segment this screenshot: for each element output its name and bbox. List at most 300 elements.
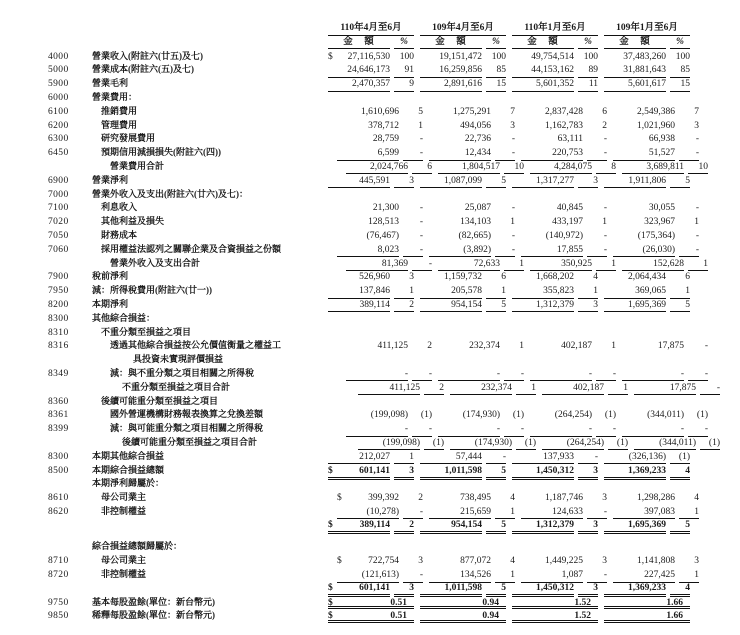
value-group bbox=[542, 382, 628, 396]
dollar-sign: $ bbox=[328, 611, 333, 622]
percent-cell: (1) bbox=[696, 410, 708, 421]
amount-value: 17,875 bbox=[669, 382, 696, 393]
table-row bbox=[48, 381, 740, 395]
amount-value: 212,027 bbox=[359, 451, 390, 462]
amount-value: 134,103 bbox=[460, 217, 491, 228]
percent-cell: 15 bbox=[486, 78, 506, 92]
amount-value: 323,967 bbox=[644, 217, 675, 228]
percent-cell: (1) bbox=[516, 437, 536, 451]
value-group bbox=[613, 506, 699, 520]
table-row bbox=[48, 353, 740, 367]
percent-cell: 91 bbox=[394, 64, 414, 78]
percent-cell: - bbox=[486, 451, 506, 465]
period-label: 109年1月至6月 bbox=[604, 22, 690, 36]
amount-value: 355,823 bbox=[543, 286, 574, 297]
amount-value: (344,011) bbox=[647, 410, 684, 421]
amount-cell bbox=[512, 299, 574, 313]
amount-value: 402,187 bbox=[561, 341, 592, 352]
value-group bbox=[521, 147, 607, 161]
value-group bbox=[530, 409, 616, 422]
account-label: 後續可能重分類至損益之項目合計 bbox=[122, 436, 258, 447]
amount-value: 2,891,616 bbox=[444, 79, 482, 90]
value-group bbox=[328, 519, 414, 535]
amount-cell bbox=[530, 258, 592, 272]
amount-cell bbox=[429, 120, 491, 133]
amount-cell bbox=[328, 78, 390, 92]
percent-cell: - bbox=[504, 368, 524, 382]
amount-cell bbox=[438, 409, 500, 422]
amount-cell bbox=[346, 161, 408, 175]
amount-cell bbox=[521, 106, 583, 119]
percent-cell: 5 bbox=[670, 175, 690, 189]
amount-value: 63,111 bbox=[557, 134, 583, 145]
percent-cell: 3 bbox=[409, 272, 414, 283]
percent-cell: 3 bbox=[602, 556, 607, 567]
percent-cell: 3 bbox=[694, 120, 699, 131]
percent-cell: 1 bbox=[679, 506, 699, 520]
percent-cell: 100 bbox=[675, 51, 690, 62]
value-group bbox=[420, 451, 506, 465]
value-group bbox=[429, 230, 515, 243]
amount-cell bbox=[512, 64, 574, 78]
eps-value: 1.52 bbox=[574, 611, 591, 622]
percent-cell: - bbox=[587, 506, 607, 520]
amount-cell bbox=[604, 64, 666, 78]
account-code: 7900 bbox=[48, 272, 69, 283]
account-code: 5000 bbox=[48, 65, 69, 76]
value-group bbox=[530, 340, 616, 353]
percent-cell: (1) bbox=[420, 410, 432, 421]
value-group bbox=[328, 451, 414, 465]
value-group bbox=[613, 569, 699, 583]
value-group bbox=[613, 216, 699, 229]
amount-value: 24,646,173 bbox=[347, 65, 390, 76]
percent-cell: - bbox=[700, 382, 720, 396]
percent-header: % bbox=[486, 36, 506, 50]
value-group bbox=[604, 175, 690, 189]
amount-cell bbox=[521, 147, 583, 161]
percent-cell: 4 bbox=[694, 493, 699, 504]
value-group bbox=[337, 133, 423, 146]
amount-value: 40,845 bbox=[556, 203, 583, 214]
percent-cell: 85 bbox=[486, 64, 506, 78]
amount-cell bbox=[429, 244, 491, 258]
value-group bbox=[530, 368, 616, 382]
percent-cell: - bbox=[412, 368, 432, 382]
value-group bbox=[512, 64, 598, 78]
dollar-sign: $ bbox=[328, 519, 333, 530]
amount-cell bbox=[542, 437, 604, 451]
amount-value: 738,495 bbox=[460, 493, 491, 504]
percent-cell: - bbox=[704, 341, 708, 352]
table-row bbox=[48, 554, 740, 568]
amount-value: 137,846 bbox=[359, 286, 390, 297]
percent-cell: 1 bbox=[486, 285, 506, 299]
percent-cell: - bbox=[495, 147, 515, 161]
percent-header: % bbox=[578, 36, 598, 50]
table-row bbox=[48, 132, 740, 146]
amount-cell bbox=[429, 506, 491, 520]
amount-cell bbox=[634, 382, 696, 396]
amount-value: 134,526 bbox=[460, 570, 491, 581]
value-group bbox=[420, 299, 506, 313]
value-group bbox=[634, 437, 720, 451]
account-label: 其他利益及損失 bbox=[101, 216, 165, 227]
account-label: 利息收入 bbox=[101, 202, 138, 213]
amount-header: 金 額 bbox=[512, 36, 574, 50]
value-group bbox=[429, 569, 515, 583]
amount-cell bbox=[622, 161, 684, 175]
percent-cell: - bbox=[603, 230, 607, 241]
amount-value: 22,736 bbox=[464, 134, 491, 145]
percent-cell: 3 bbox=[418, 556, 423, 567]
value-group bbox=[346, 423, 432, 437]
percent-cell: 6 bbox=[602, 106, 607, 117]
amount-value: 1,021,960 bbox=[637, 120, 675, 131]
value-group bbox=[337, 147, 423, 161]
account-code: 8620 bbox=[48, 506, 69, 517]
amount-value: 378,712 bbox=[368, 120, 399, 131]
account-label: 營業費用： bbox=[92, 91, 138, 102]
amount-cell bbox=[512, 582, 574, 598]
eps-cell bbox=[604, 610, 690, 623]
account-label: 不重分類至損益之項目 bbox=[101, 326, 192, 337]
amount-value: 1,011,598 bbox=[444, 465, 482, 476]
account-label: 基本每股盈餘(單位：新台幣元) bbox=[92, 596, 215, 607]
value-group bbox=[429, 244, 515, 258]
eps-cell bbox=[420, 597, 506, 610]
table-row bbox=[48, 174, 740, 188]
amount-value: 402,187 bbox=[573, 382, 604, 393]
amount-value: 389,114 bbox=[359, 299, 390, 310]
amount-cell bbox=[337, 133, 399, 146]
period-header-group bbox=[604, 22, 690, 36]
amount-cell bbox=[622, 258, 684, 272]
amount-value: (264,254) bbox=[554, 410, 592, 421]
value-group bbox=[530, 423, 616, 437]
value-group bbox=[337, 230, 423, 243]
amount-cell bbox=[634, 437, 696, 451]
amount-cell bbox=[429, 492, 491, 505]
percent-cell: 1 bbox=[670, 285, 690, 299]
amount-value: (82,665) bbox=[458, 230, 491, 241]
percent-cell: 2 bbox=[602, 120, 607, 131]
percent-cell: 11 bbox=[578, 78, 598, 92]
amount-cell bbox=[328, 175, 390, 189]
amount-value: (26,030) bbox=[642, 244, 675, 255]
amount-cell bbox=[450, 382, 512, 396]
percent-cell: 5 bbox=[486, 175, 506, 189]
amount-cell bbox=[346, 423, 408, 437]
value-group bbox=[420, 465, 506, 481]
value-group bbox=[530, 161, 616, 175]
amount-pct-header-row bbox=[48, 36, 740, 50]
percent-cell: 1 bbox=[602, 217, 607, 228]
amount-cell bbox=[337, 492, 399, 505]
percent-cell: 2 bbox=[418, 493, 423, 504]
table-row bbox=[48, 609, 740, 623]
percent-cell: (1) bbox=[700, 437, 720, 451]
amount-value: 954,154 bbox=[451, 519, 482, 530]
amount-value: 877,072 bbox=[460, 556, 491, 567]
table-body bbox=[48, 50, 740, 624]
table-row bbox=[48, 505, 740, 519]
percent-cell: 8 bbox=[596, 161, 616, 175]
eps-cell bbox=[512, 610, 598, 623]
percent-cell: 3 bbox=[510, 120, 515, 131]
table-row bbox=[48, 298, 740, 312]
amount-cell bbox=[429, 147, 491, 161]
percent-cell: (1) bbox=[424, 437, 444, 451]
value-group bbox=[521, 555, 607, 568]
dollar-sign: $ bbox=[328, 465, 333, 476]
percent-cell: 5 bbox=[418, 106, 423, 117]
table-row bbox=[48, 582, 740, 596]
amount-cell bbox=[328, 299, 390, 313]
percent-cell: 3 bbox=[578, 582, 598, 598]
amount-cell bbox=[604, 465, 666, 481]
value-group bbox=[622, 258, 708, 272]
period-label: 110年4月至6月 bbox=[328, 22, 414, 36]
value-group bbox=[512, 285, 598, 299]
table-row bbox=[48, 188, 740, 202]
amount-cell bbox=[429, 106, 491, 119]
amount-header: 金 額 bbox=[328, 36, 390, 50]
account-label: 營業外收入及支出(附註六(廿六)及七)： bbox=[92, 188, 248, 199]
subheader-group bbox=[604, 36, 690, 50]
account-label: 本期其他綜合損益 bbox=[92, 450, 165, 461]
amount-value: 3,689,811 bbox=[646, 161, 684, 172]
value-group bbox=[337, 492, 423, 505]
amount-value: 494,056 bbox=[460, 120, 491, 131]
amount-cell bbox=[438, 423, 500, 437]
amount-cell bbox=[530, 161, 592, 175]
account-code: 4000 bbox=[48, 51, 69, 62]
amount-value: 21,300 bbox=[372, 203, 399, 214]
percent-cell: - bbox=[412, 423, 432, 437]
amount-cell bbox=[613, 555, 675, 568]
value-group bbox=[613, 492, 699, 505]
percent-cell: 3 bbox=[602, 493, 607, 504]
percent-cell: 3 bbox=[394, 582, 414, 598]
amount-cell bbox=[613, 216, 675, 229]
account-code: 7950 bbox=[48, 286, 69, 297]
amount-value: 2,837,428 bbox=[545, 106, 583, 117]
value-group bbox=[521, 492, 607, 505]
account-label: 透過其他綜合損益按公允價值衡量之權益工 bbox=[110, 340, 282, 351]
table-row bbox=[48, 568, 740, 582]
account-code: 6100 bbox=[48, 106, 69, 117]
amount-value: 27,116,530 bbox=[347, 51, 390, 62]
percent-cell: - bbox=[688, 423, 708, 437]
percent-cell: 3 bbox=[694, 556, 699, 567]
amount-cell bbox=[337, 569, 399, 583]
amount-cell bbox=[542, 382, 604, 396]
amount-value: 1,162,783 bbox=[545, 120, 583, 131]
amount-value: (326,136) bbox=[628, 451, 666, 462]
value-group bbox=[450, 437, 536, 451]
value-group bbox=[346, 340, 432, 353]
amount-value: 722,754 bbox=[368, 556, 399, 567]
account-code: 8200 bbox=[48, 299, 69, 310]
percent-cell: 1 bbox=[519, 341, 524, 352]
amount-value: 124,633 bbox=[552, 506, 583, 517]
value-group bbox=[613, 106, 699, 119]
value-group bbox=[337, 120, 423, 133]
amount-cell bbox=[420, 271, 482, 284]
percent-cell: (1) bbox=[670, 451, 690, 465]
amount-cell bbox=[521, 244, 583, 258]
amount-cell bbox=[328, 285, 390, 299]
table-row bbox=[48, 284, 740, 298]
amount-value: 5,601,352 bbox=[536, 79, 574, 90]
percent-cell: 6 bbox=[501, 272, 506, 283]
value-group bbox=[429, 216, 515, 229]
amount-cell bbox=[337, 147, 399, 161]
value-group bbox=[521, 120, 607, 133]
amount-value: 954,154 bbox=[451, 299, 482, 310]
percent-cell: - bbox=[419, 217, 423, 228]
percent-cell: - bbox=[695, 230, 699, 241]
amount-cell bbox=[521, 202, 583, 215]
amount-cell bbox=[328, 64, 390, 78]
amount-cell bbox=[346, 258, 408, 272]
value-group bbox=[512, 78, 598, 92]
value-group bbox=[420, 519, 506, 535]
amount-cell bbox=[512, 51, 574, 64]
account-code: 8399 bbox=[48, 424, 69, 435]
amount-cell bbox=[613, 106, 675, 119]
eps-value: 0.94 bbox=[482, 611, 499, 622]
percent-header: % bbox=[394, 36, 414, 50]
account-label: 減：與不重分類之項目相關之所得稅 bbox=[110, 367, 255, 378]
period-label: 110年1月至6月 bbox=[512, 22, 598, 36]
percent-cell: 3 bbox=[578, 175, 598, 189]
account-label: 稅前淨利 bbox=[92, 271, 129, 282]
table-row bbox=[48, 119, 740, 133]
value-group bbox=[521, 106, 607, 119]
percent-cell: - bbox=[511, 230, 515, 241]
value-group bbox=[337, 506, 423, 520]
value-group bbox=[622, 423, 708, 437]
value-group bbox=[328, 299, 414, 313]
table-row bbox=[48, 229, 740, 243]
amount-value: 1,450,312 bbox=[536, 465, 574, 476]
table-row bbox=[48, 257, 740, 271]
amount-header: 金 額 bbox=[420, 36, 482, 50]
account-label: 研究發展費用 bbox=[101, 133, 156, 144]
amount-value: 152,628 bbox=[653, 258, 684, 269]
amount-value: (174,930) bbox=[462, 410, 500, 421]
subheader-group bbox=[328, 36, 414, 50]
amount-value: (174,930) bbox=[474, 437, 512, 448]
account-label: 本期綜合損益總額 bbox=[92, 464, 165, 475]
percent-cell: 3 bbox=[394, 175, 414, 189]
amount-header: 金 額 bbox=[604, 36, 666, 50]
amount-cell bbox=[337, 244, 399, 258]
amount-value: 6,599 bbox=[377, 148, 399, 159]
amount-cell bbox=[604, 285, 666, 299]
percent-cell: 3 bbox=[578, 465, 598, 481]
amount-cell bbox=[429, 555, 491, 568]
value-group bbox=[358, 437, 444, 451]
amount-cell bbox=[429, 569, 491, 583]
amount-cell bbox=[420, 64, 482, 78]
amount-cell bbox=[438, 368, 500, 382]
percent-cell: 1 bbox=[495, 506, 515, 520]
account-label: 營業外收入及支出合計 bbox=[110, 257, 201, 268]
value-group bbox=[512, 51, 598, 64]
amount-value: 19,151,472 bbox=[439, 51, 482, 62]
amount-value: - bbox=[496, 368, 500, 379]
amount-value: 49,754,514 bbox=[531, 51, 574, 62]
amount-value: 2,024,766 bbox=[370, 161, 408, 172]
value-group bbox=[328, 582, 414, 598]
value-group bbox=[604, 299, 690, 313]
percent-cell: 1 bbox=[504, 258, 524, 272]
percent-cell: 5 bbox=[486, 582, 506, 598]
amount-value: 128,513 bbox=[368, 217, 399, 228]
account-code: 6450 bbox=[48, 148, 69, 159]
value-group bbox=[346, 368, 432, 382]
value-group bbox=[521, 244, 607, 258]
account-label: 減：與可能重分類之項目相關之所得稅 bbox=[110, 423, 264, 434]
percent-cell: 1 bbox=[495, 569, 515, 583]
amount-cell bbox=[604, 582, 666, 598]
percent-cell: 5 bbox=[486, 519, 506, 535]
value-group bbox=[604, 451, 690, 465]
amount-cell bbox=[346, 340, 408, 353]
percent-cell: - bbox=[403, 147, 423, 161]
value-group bbox=[438, 258, 524, 272]
value-group bbox=[604, 285, 690, 299]
amount-value: 12,434 bbox=[464, 148, 491, 159]
value-group-eps bbox=[420, 610, 506, 623]
amount-value: 411,125 bbox=[377, 341, 408, 352]
amount-value: 411,125 bbox=[389, 382, 420, 393]
value-group-eps bbox=[604, 597, 690, 610]
amount-value: 227,425 bbox=[644, 570, 675, 581]
percent-cell: 1 bbox=[679, 569, 699, 583]
percent-cell: 4 bbox=[670, 582, 690, 598]
account-code: 7050 bbox=[48, 230, 69, 241]
amount-cell bbox=[328, 465, 390, 481]
amount-value: 399,392 bbox=[368, 493, 399, 504]
percent-cell: - bbox=[596, 368, 616, 382]
account-label: 不重分類至損益之項目合計 bbox=[122, 381, 231, 392]
percent-cell: - bbox=[419, 230, 423, 241]
value-group bbox=[328, 285, 414, 299]
amount-cell bbox=[530, 409, 592, 422]
amount-value: 1,159,732 bbox=[444, 272, 482, 283]
value-group bbox=[613, 230, 699, 243]
value-group bbox=[328, 175, 414, 189]
amount-value: 1,695,369 bbox=[628, 299, 666, 310]
amount-value: 1,312,379 bbox=[536, 519, 574, 530]
value-group bbox=[438, 423, 524, 437]
table-row bbox=[48, 50, 740, 64]
percent-cell: (1) bbox=[608, 437, 628, 451]
value-group bbox=[512, 451, 598, 465]
value-group bbox=[429, 133, 515, 146]
account-label: 營業淨利 bbox=[92, 174, 129, 185]
eps-cell bbox=[512, 597, 598, 610]
amount-value: 1,275,291 bbox=[453, 106, 491, 117]
value-group bbox=[613, 202, 699, 215]
account-code: 9850 bbox=[48, 611, 69, 622]
value-group bbox=[420, 285, 506, 299]
account-code: 6300 bbox=[48, 134, 69, 145]
